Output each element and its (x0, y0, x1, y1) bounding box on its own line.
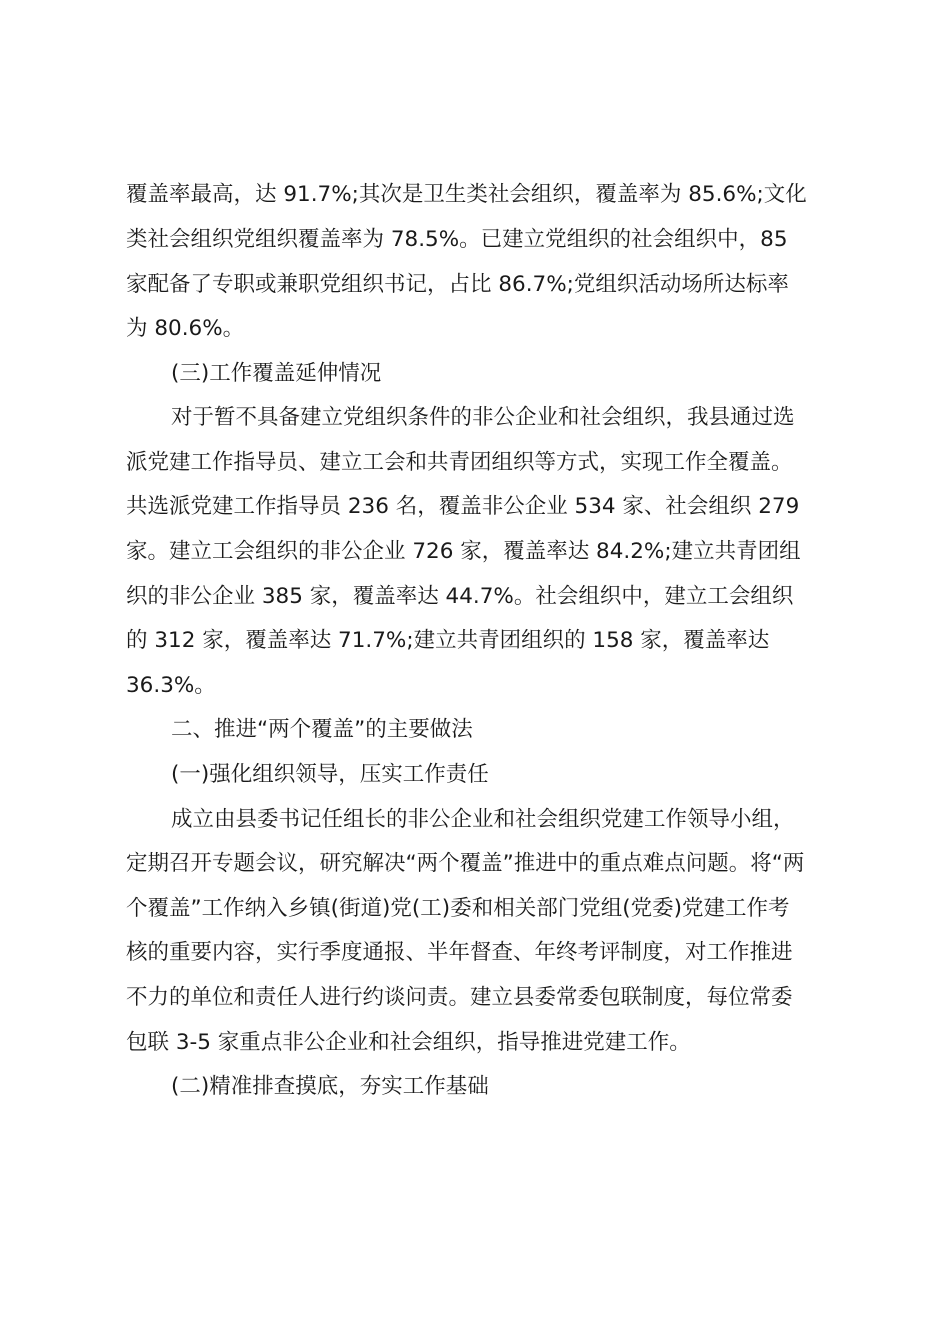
body-text-line: 定期召开专题会议，研究解决“两个覆盖”推进中的重点难点问题。将“两 (126, 851, 805, 876)
body-text-line: 类社会组织党组织覆盖率为 78.5%。已建立党组织的社会组织中，85 (126, 227, 788, 252)
body-text-line: 包联 3-5 家重点非公企业和社会组织，指导推进党建工作。 (126, 1030, 691, 1055)
body-text-line: 家配备了专职或兼职党组织书记，占比 86.7%;党组织活动场所达标率 (126, 272, 789, 297)
body-text-line: 为 80.6%。 (126, 316, 245, 341)
subsection-heading: (三)工作覆盖延伸情况 (171, 361, 382, 386)
body-text-line: 核的重要内容，实行季度通报、半年督查、年终考评制度，对工作推进 (126, 940, 793, 965)
body-text-line: 36.3%。 (126, 673, 216, 698)
body-text-line: 对于暂不具备建立党组织条件的非公企业和社会组织，我县通过选 (171, 405, 795, 430)
body-text-line: 不力的单位和责任人进行约谈问责。建立县委常委包联制度，每位常委 (126, 985, 793, 1010)
body-text-line: 成立由县委书记任组长的非公企业和社会组织党建工作领导小组， (171, 807, 795, 832)
body-text-line: 织的非公企业 385 家，覆盖率达 44.7%。社会组织中，建立工会组织 (126, 584, 794, 609)
subsection-heading: (二)精准排查摸底，夯实工作基础 (171, 1074, 489, 1099)
body-text-line: 派党建工作指导员、建立工会和共青团组织等方式，实现工作全覆盖。 (126, 450, 793, 475)
section-heading: 二、推进“两个覆盖”的主要做法 (171, 717, 473, 742)
subsection-heading: (一)强化组织领导，压实工作责任 (171, 762, 489, 787)
body-text-line: 共选派党建工作指导员 236 名，覆盖非公企业 534 家、社会组织 279 (126, 494, 800, 519)
body-text-line: 的 312 家，覆盖率达 71.7%;建立共青团组织的 158 家，覆盖率达 (126, 628, 770, 653)
body-text-line: 家。建立工会组织的非公企业 726 家，覆盖率达 84.2%;建立共青团组 (126, 539, 801, 564)
body-text-line: 个覆盖”工作纳入乡镇(街道)党(工)委和相关部门党组(党委)党建工作考 (126, 896, 790, 921)
body-text-line: 覆盖率最高，达 91.7%;其次是卫生类社会组织，覆盖率为 85.6%;文化 (126, 182, 807, 207)
